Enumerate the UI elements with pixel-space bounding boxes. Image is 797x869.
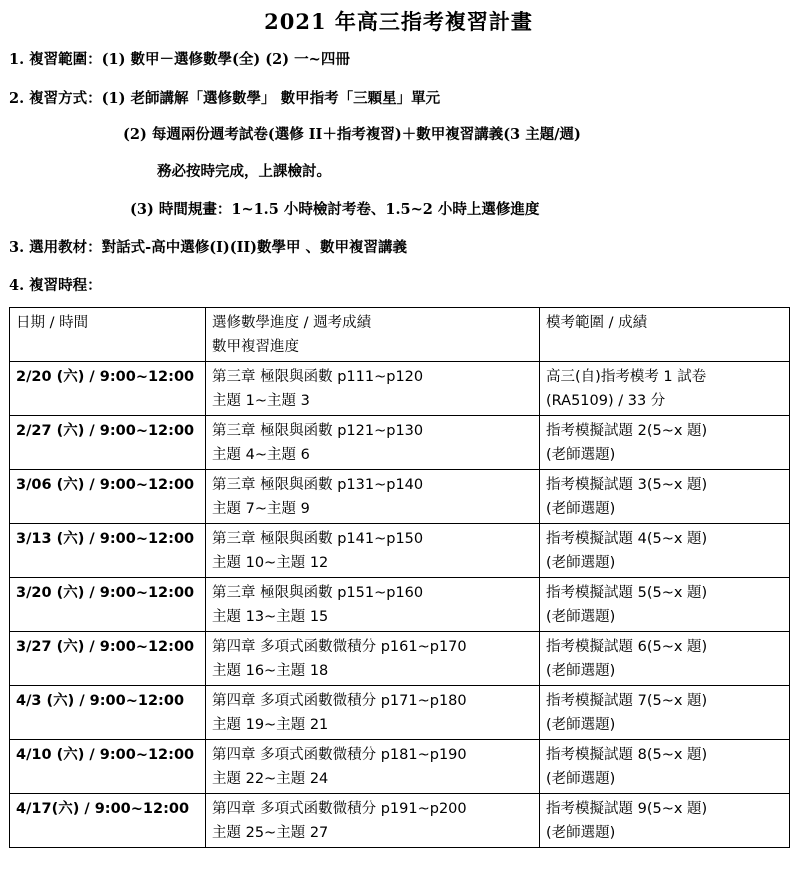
page-title: 2021 年高三指考複習計畫 (264, 9, 533, 34)
table-row (10, 686, 790, 740)
progress-topics: 主題 1~主題 3 (212, 393, 310, 409)
table-header-row (10, 308, 790, 362)
textbook-line: 3. 選用教材：對話式-高中選修(I)(II)數學甲 、數甲複習講義 (9, 239, 408, 256)
exam-range: 指考模擬試題 5(5~x 題) (546, 585, 708, 601)
cell-date: 2/27 (六) / 9:00~12:00 (10, 416, 206, 470)
cell-exam (540, 794, 790, 848)
cell-exam (540, 740, 790, 794)
exam-note: (老師選題) (546, 663, 616, 679)
progress-topics: 主題 13~主題 15 (212, 609, 329, 625)
cell-date: 4/17(六) / 9:00~12:00 (10, 794, 206, 848)
progress-topics: 主題 4~主題 6 (212, 447, 310, 463)
cell-exam (540, 578, 790, 632)
method-line-3: (3) 時間規畫：1~1.5 小時檢討考卷、1.5~2 小時上選修進度 (130, 201, 540, 218)
progress-chapter: 第三章 極限與函數 p141~p150 (212, 531, 424, 547)
exam-range: 高三(自)指考模考 1 試卷 (546, 369, 707, 385)
exam-range: 指考模擬試題 7(5~x 題) (546, 693, 708, 709)
cell-exam (540, 686, 790, 740)
cell-date: 4/3 (六) / 9:00~12:00 (10, 686, 206, 740)
schedule-table (9, 307, 790, 848)
progress-chapter: 第三章 極限與函數 p151~p160 (212, 585, 424, 601)
exam-note: (老師選題) (546, 825, 616, 841)
schedule-body (10, 362, 790, 848)
cell-progress (206, 416, 540, 470)
progress-topics: 主題 22~主題 24 (212, 771, 329, 787)
progress-chapter: 第三章 極限與函數 p111~p120 (212, 369, 424, 385)
cell-progress (206, 794, 540, 848)
exam-note: (老師選題) (546, 717, 616, 733)
table-row (10, 740, 790, 794)
cell-progress (206, 524, 540, 578)
header-progress-label: 選修數學進度 / 週考成績 (212, 315, 372, 331)
cell-progress (206, 578, 540, 632)
progress-chapter: 第三章 極限與函數 p121~p130 (212, 423, 424, 439)
header-progress (206, 308, 540, 362)
progress-chapter: 第四章 多項式函數微積分 p171~p180 (212, 693, 467, 709)
table-row (10, 794, 790, 848)
header-date (10, 308, 206, 362)
cell-exam (540, 524, 790, 578)
cell-progress (206, 362, 540, 416)
cell-exam (540, 362, 790, 416)
table-row (10, 578, 790, 632)
cell-exam (540, 470, 790, 524)
cell-date: 4/10 (六) / 9:00~12:00 (10, 740, 206, 794)
exam-note: (RA5109) / 33 分 (546, 393, 666, 409)
table-row (10, 362, 790, 416)
cell-exam (540, 632, 790, 686)
cell-progress (206, 632, 540, 686)
table-row (10, 632, 790, 686)
header-exam-label: 模考範圍 / 成績 (546, 315, 648, 331)
progress-topics: 主題 16~主題 18 (212, 663, 329, 679)
cell-progress (206, 686, 540, 740)
progress-topics: 主題 10~主題 12 (212, 555, 329, 571)
exam-range: 指考模擬試題 2(5~x 題) (546, 423, 708, 439)
table-row (10, 524, 790, 578)
cell-date: 3/20 (六) / 9:00~12:00 (10, 578, 206, 632)
method-line-2-note: 務必按時完成，上課檢討。 (157, 163, 331, 180)
exam-note: (老師選題) (546, 555, 616, 571)
cell-date: 2/20 (六) / 9:00~12:00 (10, 362, 206, 416)
table-row (10, 416, 790, 470)
schedule-heading: 4. 複習時程： (9, 277, 102, 294)
cell-date: 3/27 (六) / 9:00~12:00 (10, 632, 206, 686)
cell-progress (206, 470, 540, 524)
exam-note: (老師選題) (546, 501, 616, 517)
header-date-label: 日期 / 時間 (16, 315, 89, 331)
progress-topics: 主題 25~主題 27 (212, 825, 329, 841)
cell-date: 3/06 (六) / 9:00~12:00 (10, 470, 206, 524)
cell-exam (540, 416, 790, 470)
exam-range: 指考模擬試題 3(5~x 題) (546, 477, 708, 493)
cell-date: 3/13 (六) / 9:00~12:00 (10, 524, 206, 578)
exam-range: 指考模擬試題 6(5~x 題) (546, 639, 708, 655)
exam-note: (老師選題) (546, 447, 616, 463)
progress-chapter: 第四章 多項式函數微積分 p191~p200 (212, 801, 467, 817)
progress-chapter: 第四章 多項式函數微積分 p161~p170 (212, 639, 467, 655)
exam-note: (老師選題) (546, 609, 616, 625)
exam-range: 指考模擬試題 4(5~x 題) (546, 531, 708, 547)
exam-note: (老師選題) (546, 771, 616, 787)
method-line-1: 2. 複習方式：(1) 老師講解「選修數學」 數甲指考「三顆星」單元 (9, 90, 441, 107)
progress-chapter: 第三章 極限與函數 p131~p140 (212, 477, 424, 493)
method-line-2: (2) 每週兩份週考試卷(選修 II＋指考複習)＋數甲複習講義(3 主題/週) (123, 126, 581, 143)
table-row (10, 470, 790, 524)
header-exam (540, 308, 790, 362)
exam-range: 指考模擬試題 9(5~x 題) (546, 801, 708, 817)
header-progress-sublabel: 數甲複習進度 (212, 339, 299, 355)
progress-chapter: 第四章 多項式函數微積分 p181~p190 (212, 747, 467, 763)
exam-range: 指考模擬試題 8(5~x 題) (546, 747, 708, 763)
cell-progress (206, 740, 540, 794)
progress-topics: 主題 19~主題 21 (212, 717, 329, 733)
progress-topics: 主題 7~主題 9 (212, 501, 310, 517)
scope-line: 1. 複習範圍：(1) 數甲－選修數學(全) (2) 一~四冊 (9, 51, 350, 68)
